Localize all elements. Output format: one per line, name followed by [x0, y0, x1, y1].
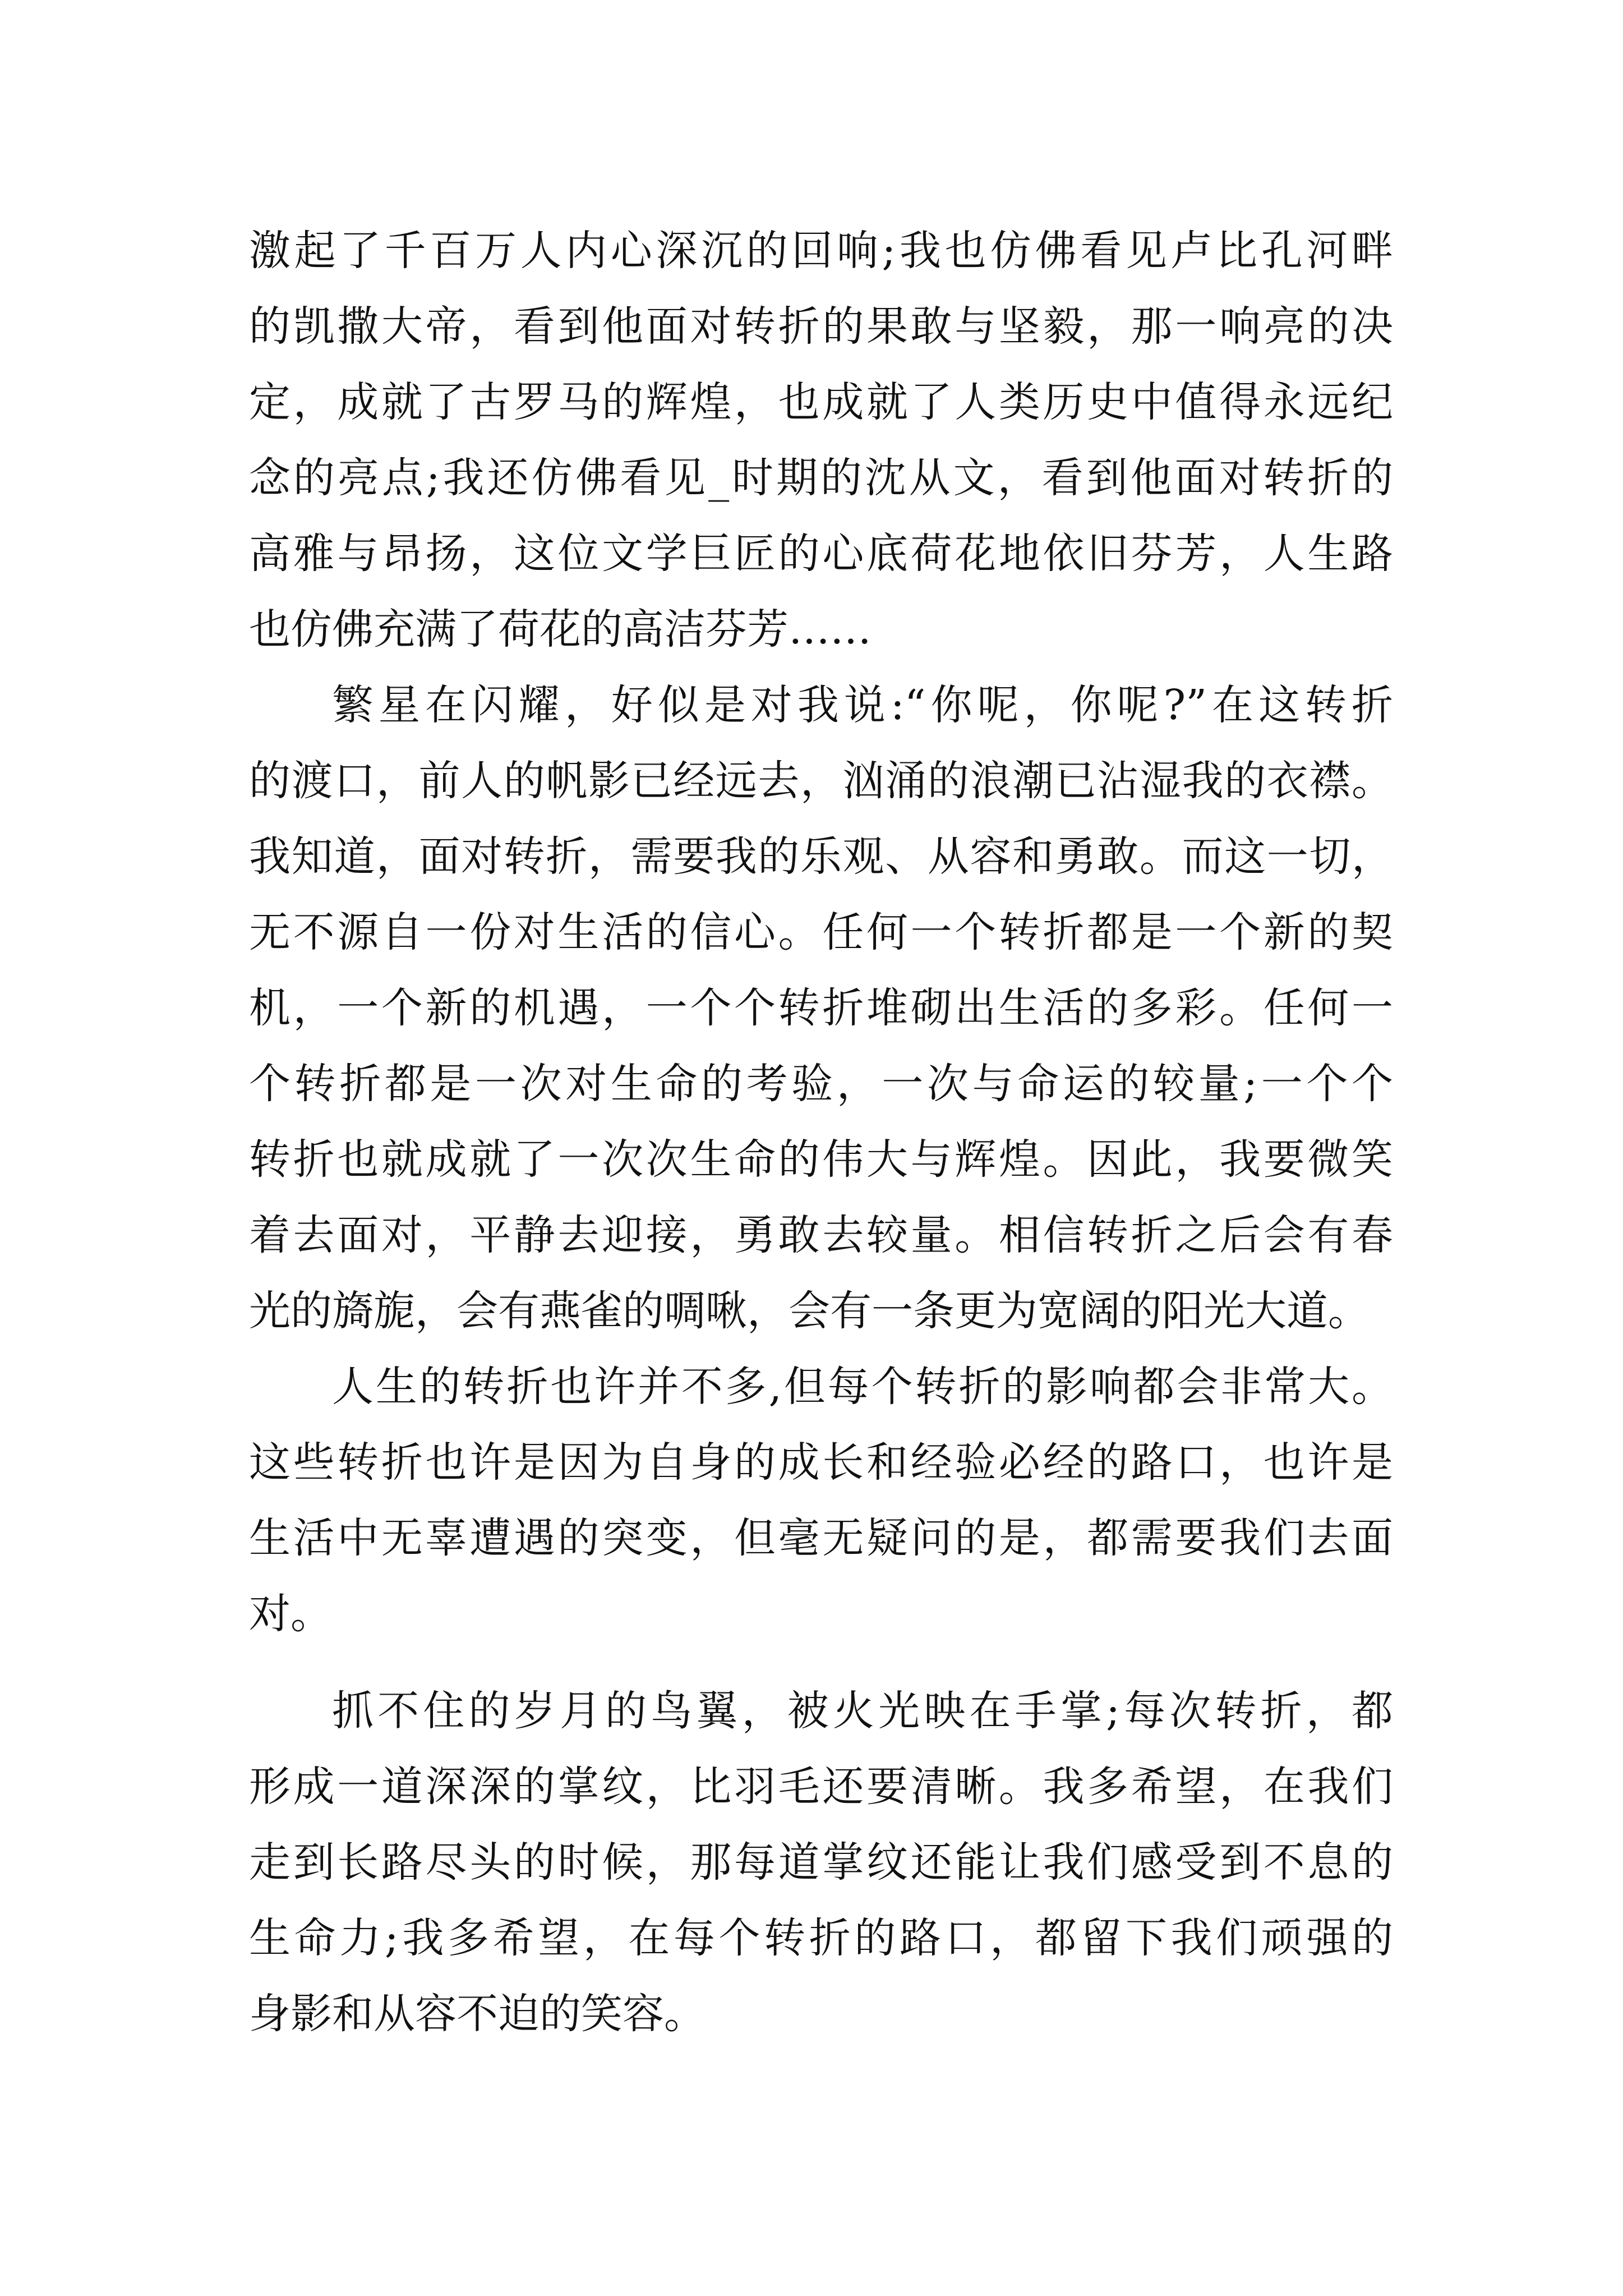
text-line: 念的亮点;我还仿佛看见_时期的沈从文，看到他面对转折的 [249, 454, 1393, 502]
text-line: 个转折都是一次对生命的考验，一次与命运的较量;一个个 [249, 1060, 1393, 1108]
text-line: 抓不住的岁月的鸟翼，被火光映在手掌;每次转折，都 [332, 1687, 1393, 1735]
text-line: 形成一道深深的掌纹，比羽毛还要清晰。我多希望，在我们 [249, 1763, 1393, 1811]
text-line: 繁星在闪耀，好似是对我说:“你呢，你呢?”在这转折 [332, 681, 1393, 729]
text-line: 的渡口，前人的帆影已经远去，汹涌的浪潮已沾湿我的衣襟。 [249, 757, 1393, 805]
text-line: 对。 [249, 1590, 332, 1638]
text-line: 也仿佛充满了荷花的高洁芬芳…… [249, 605, 872, 654]
paragraph-2 [249, 668, 1393, 1349]
text-line: 人生的转折也许并不多,但每个转折的影响都会非常大。 [332, 1363, 1393, 1411]
text-line: 身影和从容不迫的笑容。 [249, 1990, 706, 2038]
text-line: 我知道，面对转折，需要我的乐观、从容和勇敢。而这一切， [249, 832, 1393, 881]
document-body [249, 213, 1393, 2052]
text-line: 生命力;我多希望，在每个转折的路口，都留下我们顽强的 [249, 1914, 1393, 1962]
text-line: 转折也就成就了一次次生命的伟大与辉煌。因此，我要微笑 [249, 1135, 1393, 1184]
text-line: 生活中无辜遭遇的突变，但毫无疑问的是，都需要我们去面 [249, 1514, 1393, 1562]
text-line: 机，一个新的机遇，一个个转折堆砌出生活的多彩。任何一 [249, 984, 1393, 1032]
paragraph-4 [249, 1673, 1393, 2052]
text-line: 高雅与昂扬，这位文学巨匠的心底荷花地依旧芬芳，人生路 [249, 530, 1393, 578]
text-line: 无不源自一份对生活的信心。任何一个转折都是一个新的契 [249, 908, 1393, 956]
text-line: 的凯撒大帝，看到他面对转折的果敢与坚毅，那一响亮的决 [249, 302, 1393, 351]
text-line: 走到长路尽头的时候，那每道掌纹还能让我们感受到不息的 [249, 1838, 1393, 1887]
text-line: 激起了千百万人内心深沉的回响;我也仿佛看见卢比孔河畔 [249, 227, 1393, 275]
paragraph-3 [249, 1349, 1393, 1652]
text-line: 这些转折也许是因为自身的成长和经验必经的路口，也许是 [249, 1438, 1393, 1487]
text-line: 定，成就了古罗马的辉煌，也成就了人类历史中值得永远纪 [249, 378, 1393, 426]
text-line: 光的旖旎，会有燕雀的啁啾，会有一条更为宽阔的阳光大道。 [249, 1287, 1370, 1335]
paragraph-1 [249, 213, 1393, 668]
text-line: 着去面对，平静去迎接，勇敢去较量。相信转折之后会有春 [249, 1211, 1393, 1259]
